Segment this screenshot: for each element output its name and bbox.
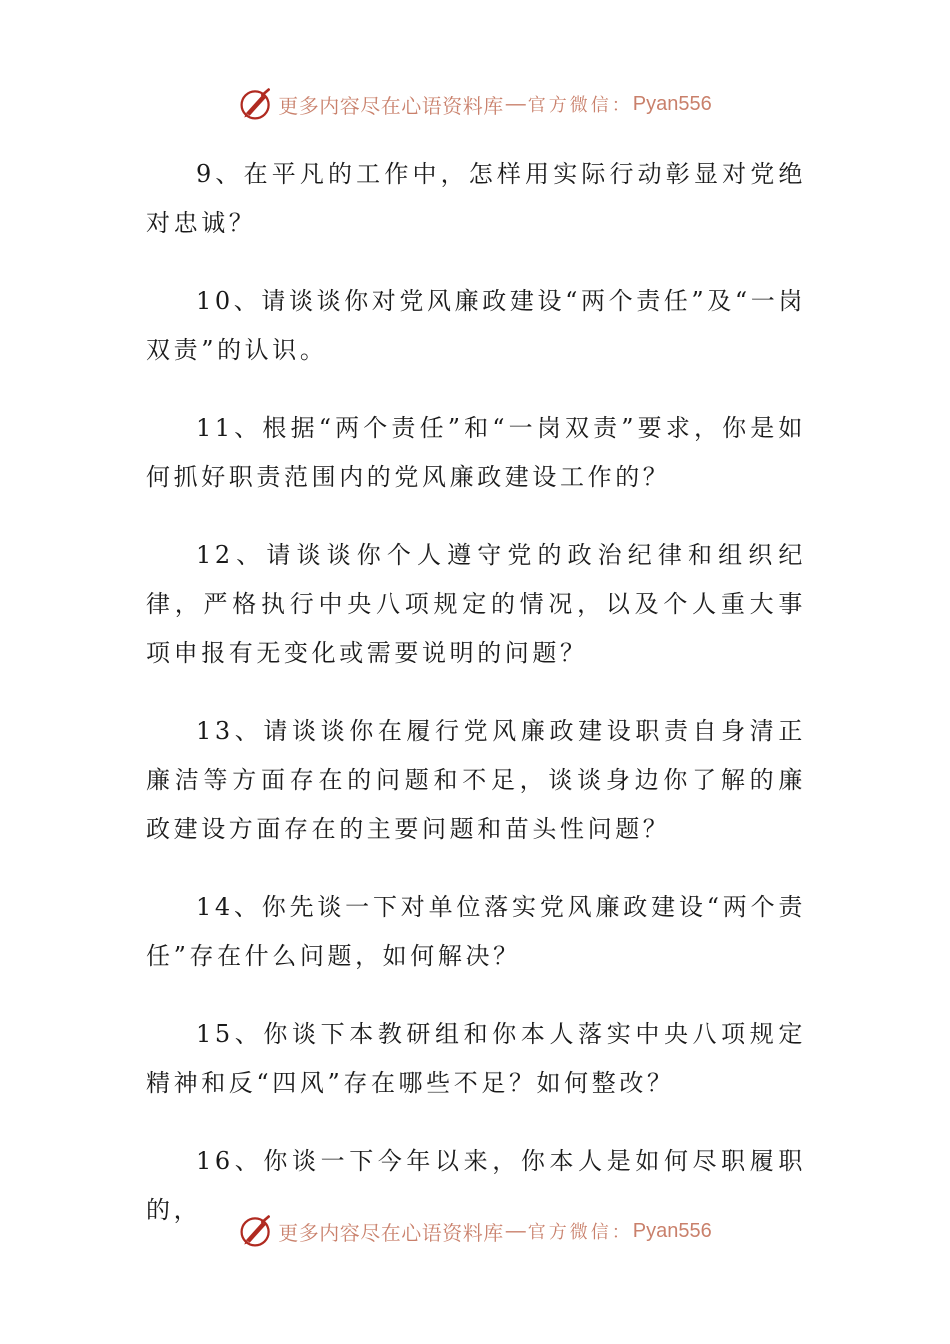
banner-brand: 更多内容尽在心语资料库	[278, 93, 504, 118]
question-14: 14、你先谈一下对单位落实党风廉政建设“两个责任”存在什么问题，如何解决？	[146, 893, 806, 970]
banner-wechat-handle: Pyan556	[632, 1219, 712, 1242]
question-12: 12、请谈谈你个人遵守党的政治纪律和组织纪律，严格执行中央八项规定的情况，以及个人重大事项申报有无变化或需要说明的问题？	[146, 541, 806, 667]
pen-logo-icon	[238, 1213, 274, 1249]
footer-banner	[0, 1211, 950, 1251]
question-11: 11、根据“两个责任”和“一岗双责”要求，你是如何抓好职责范围内的党风廉政建设工作的？	[146, 414, 806, 491]
banner-wechat-label: 官方微信：	[527, 95, 633, 116]
header-banner	[0, 84, 950, 124]
banner-wechat-handle: Pyan556	[632, 92, 712, 115]
document-body	[146, 150, 806, 1264]
question-9: 9、在平凡的工作中，怎样用实际行动彰显对党绝对忠诚？	[146, 160, 806, 237]
question-10: 10、请谈谈你对党风廉政建设“两个责任”及“一岗双责”的认识。	[146, 287, 806, 364]
banner-separator: —	[505, 1219, 526, 1242]
question-15: 15、你谈下本教研组和你本人落实中央八项规定精神和反“四风”存在哪些不足？如何整改？	[146, 1020, 806, 1097]
question-13: 13、请谈谈你在履行党风廉政建设职责自身清正廉洁等方面存在的问题和不足，谈谈身边你了解的廉政建设方面存在的主要问题和苗头性问题？	[146, 717, 806, 843]
banner-brand: 更多内容尽在心语资料库	[278, 1220, 504, 1245]
banner-separator: —	[505, 92, 526, 115]
pen-logo-icon	[238, 86, 274, 122]
banner-wechat-label: 官方微信：	[527, 1222, 633, 1243]
question-16: 16、你谈一下今年以来，你本人是如何尽职履职的，	[146, 1147, 806, 1224]
